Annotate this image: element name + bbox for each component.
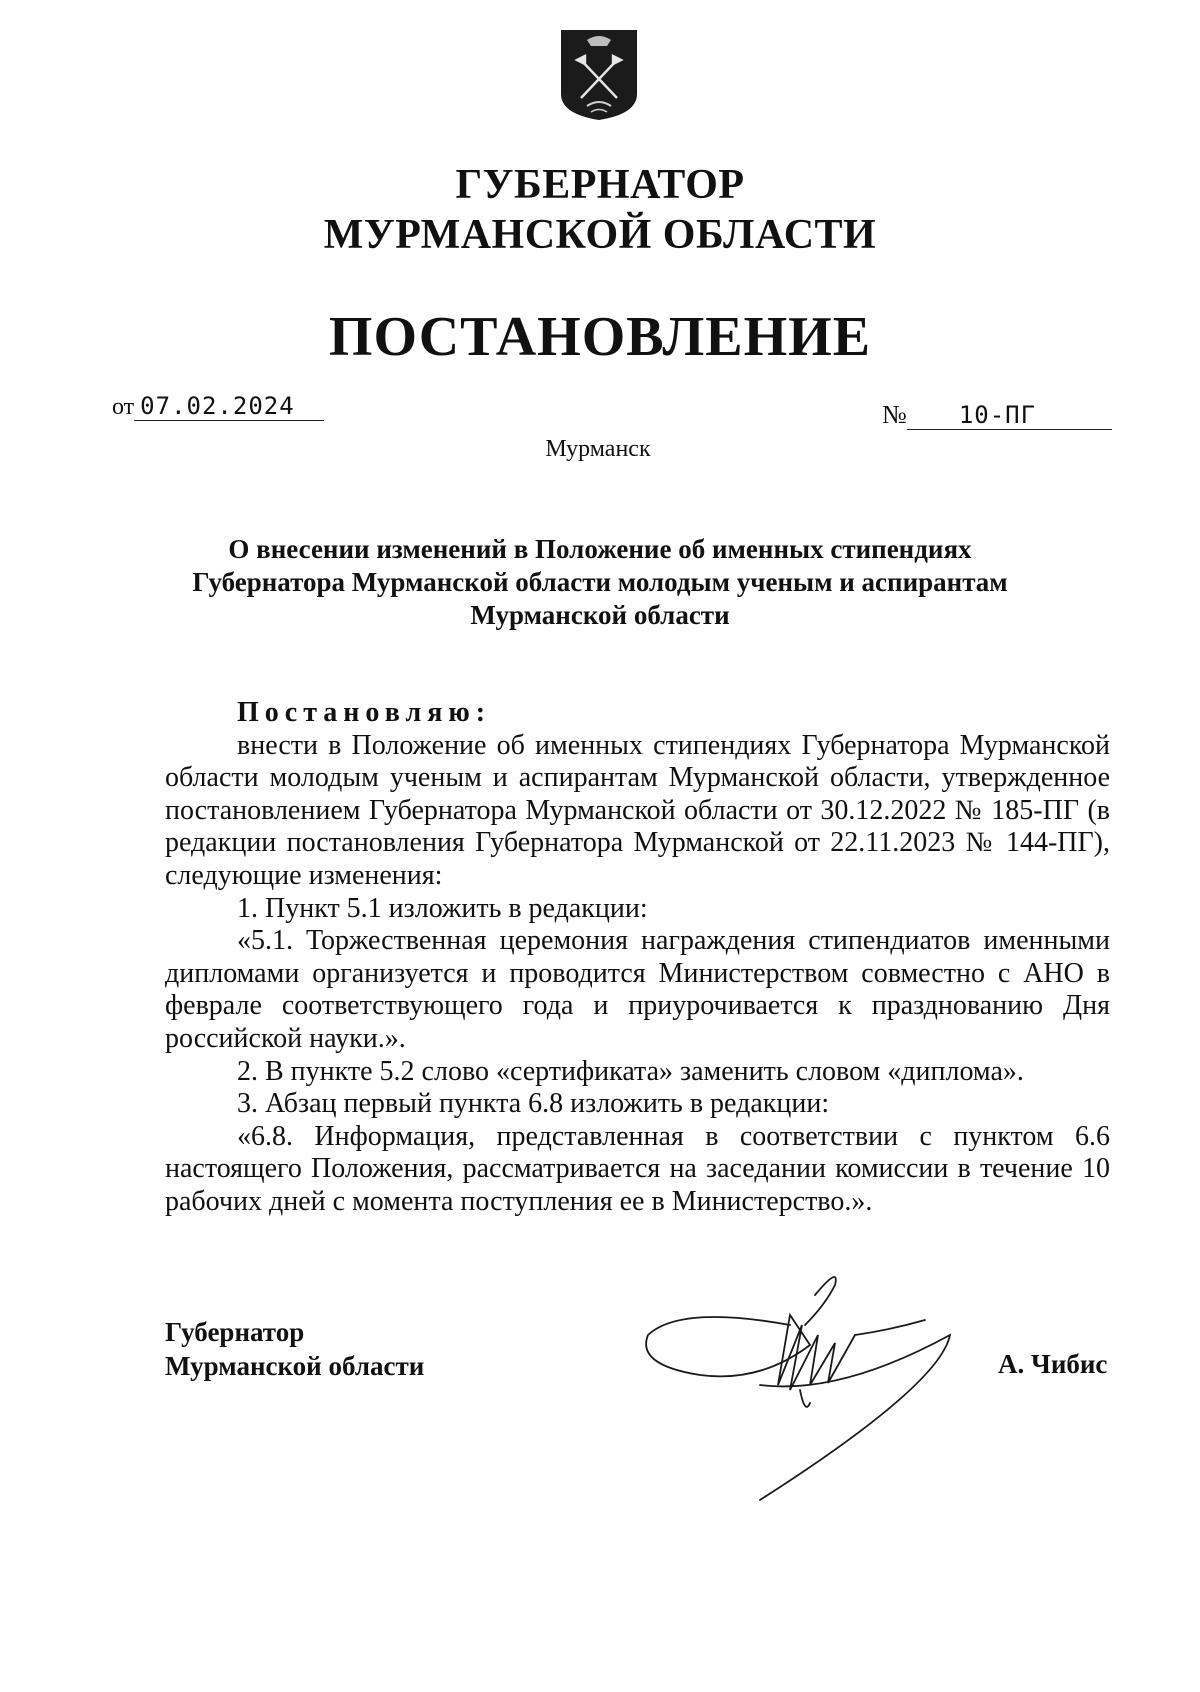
document-body [165, 697, 1110, 1219]
subject-line: Мурманской области [470, 600, 730, 630]
body-paragraph: внести в Положение об именных стипендиях Губернатора Мурманской области молодым ученым и аспирантам Мурманской области, утвержденное постановлением Губернатора Мурманской области от 30.12.2022 № 185-ПГ (в редакции постановления Губернатора Мурманской от 22.11.2023 № 144-ПГ), следующие изменения: [165, 729, 1110, 891]
city-of-issue: Мурманск [545, 436, 651, 462]
date-line [112, 392, 324, 421]
document-subject [170, 533, 1030, 632]
signer-name: А. Чибис [998, 1349, 1108, 1379]
signer-title [165, 1315, 424, 1383]
body-paragraph: 3. Абзац первый пункта 6.8 изложить в редакции: [237, 1088, 830, 1120]
signer-region: Мурманской области [165, 1351, 425, 1381]
body-paragraph: 1. Пункт 5.1 изложить в редакции: [237, 892, 648, 924]
date-prefix: от [112, 394, 135, 420]
handwritten-signature-icon [640, 1265, 960, 1505]
number-prefix: № [882, 400, 907, 429]
body-paragraph: «6.8. Информация, представленная в соответствии с пунктом 6.6 настоящего Положения, рассматривается на заседании комиссии в течение 10 рабочих дней с момента поступления ее в Министерство.». [165, 1120, 1110, 1217]
document-date: 07.02.2024 [134, 392, 324, 421]
subject-line: Губернатора Мурманской области молодым ученым и аспирантам [192, 567, 1008, 597]
issuing-authority [0, 160, 1200, 260]
coat-of-arms-icon [557, 26, 641, 122]
document-number: 10-ПГ [907, 401, 1112, 430]
authority-title: ГУБЕРНАТОР [455, 162, 745, 208]
signer-position: Губернатор [165, 1317, 305, 1347]
body-paragraph: 2. В пункте 5.2 слово «сертификата» заменить словом «диплома». [237, 1055, 1024, 1087]
document-type: ПОСТАНОВЛЕНИЕ [328, 306, 872, 368]
subject-line: О внесении изменений в Положение об именных стипендиях [228, 534, 972, 564]
authority-region: МУРМАНСКОЙ ОБЛАСТИ [323, 212, 877, 258]
decree-word: Постановляю: [237, 697, 492, 728]
body-paragraph: «5.1. Торжественная церемония награждения стипендиатов именными дипломами организуется и проводится Министерством совместно с АНО в феврале соответствующего года и приурочивается к празднованию Дня российской науки.». [165, 925, 1110, 1054]
number-line [882, 400, 1112, 430]
